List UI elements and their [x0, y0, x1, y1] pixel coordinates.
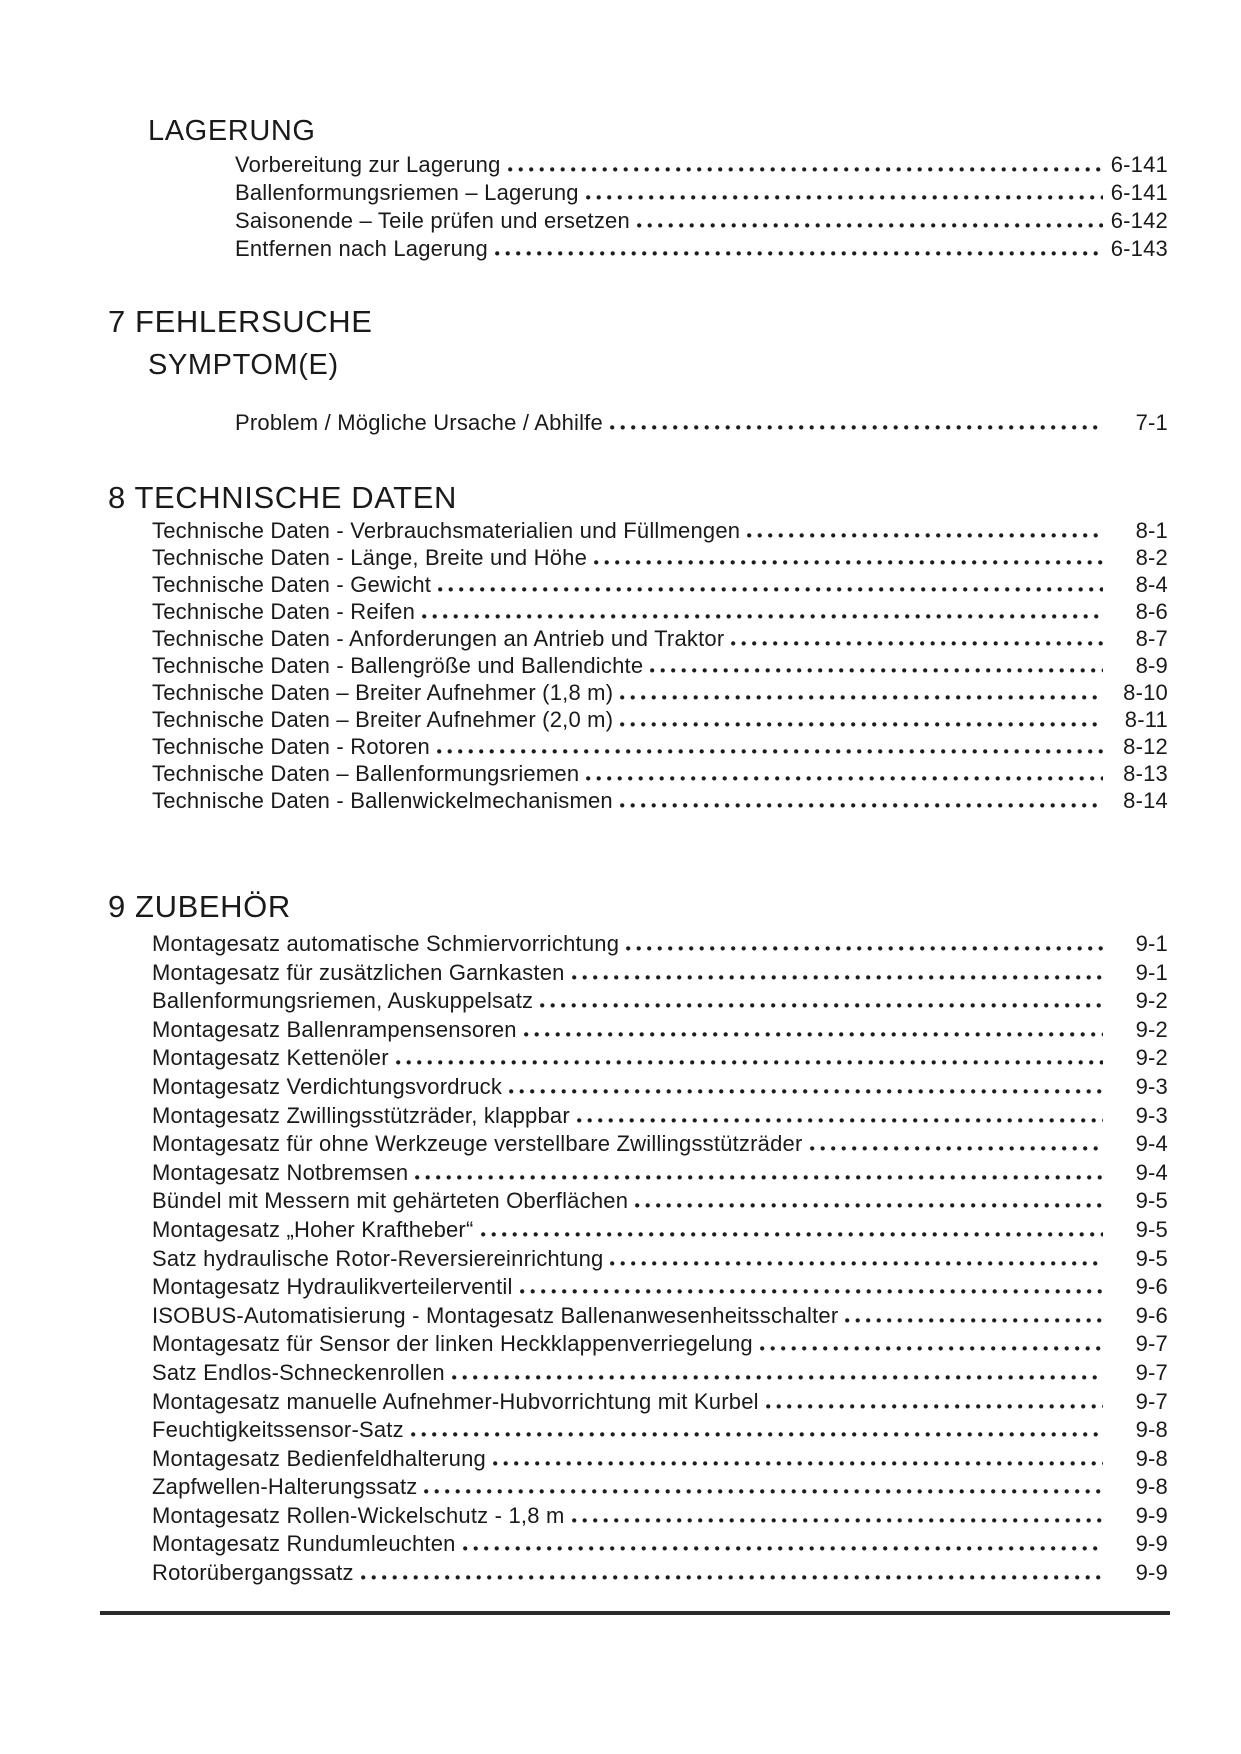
toc-entry-page: 9-7	[1135, 1359, 1168, 1385]
toc-entry-page: 9-5	[1135, 1188, 1168, 1214]
toc-entry[interactable]	[152, 1331, 1168, 1360]
toc-entry-page: 8-12	[1123, 734, 1168, 759]
toc-entry[interactable]	[152, 626, 1168, 653]
toc-entry[interactable]	[152, 1417, 1168, 1446]
toc-entry-label: Montagesatz für ohne Werkzeuge verstellbare Zwillingsstützräder	[152, 1131, 803, 1157]
toc-entry[interactable]	[152, 960, 1168, 989]
toc-entry-page: 9-2	[1135, 1045, 1168, 1071]
toc-entry[interactable]	[152, 1474, 1168, 1503]
toc-entry-label: Zapfwellen-Halterungssatz	[152, 1474, 418, 1500]
toc-entry[interactable]	[152, 1217, 1168, 1246]
toc-entry-page: 6-141	[1110, 152, 1168, 177]
toc-entry-page: 7-1	[1135, 410, 1168, 435]
toc-entry-label: Satz hydraulische Rotor-Reversiereinrichtung	[152, 1245, 604, 1271]
leader-dots	[424, 1489, 1103, 1494]
toc-entry-label: Ballenformungsriemen, Auskuppelsatz	[152, 988, 534, 1014]
toc-entry[interactable]	[235, 208, 1168, 236]
toc-entry-label: Montagesatz automatische Schmiervorrichtung	[152, 931, 620, 956]
toc-entry-label: Feuchtigkeitssensor-Satz	[152, 1417, 404, 1443]
leader-dots	[493, 1461, 1103, 1466]
toc-entry-label: Saisonende – Teile prüfen und ersetzen	[235, 208, 630, 233]
leader-dots	[620, 695, 1103, 700]
toc-entry-label: Technische Daten - Anforderungen an Antrieb und Traktor	[152, 626, 725, 651]
leader-dots	[572, 1518, 1103, 1523]
leader-dots	[766, 1404, 1103, 1409]
toc-entry-page: 8-9	[1135, 653, 1168, 678]
toc-entry[interactable]	[152, 788, 1168, 815]
toc-entry-label: Technische Daten - Ballengröße und Ballendichte	[152, 653, 644, 678]
toc-entry[interactable]	[152, 1389, 1168, 1418]
toc-entry-label: Bündel mit Messern mit gehärteten Oberflächen	[152, 1188, 629, 1214]
toc-entry[interactable]	[152, 545, 1168, 572]
leader-dots	[626, 946, 1103, 951]
toc-entry[interactable]	[152, 1360, 1168, 1389]
toc-entry[interactable]	[152, 1131, 1168, 1160]
toc-entry[interactable]	[152, 1446, 1168, 1475]
leader-dots	[650, 668, 1103, 673]
leader-dots	[845, 1318, 1103, 1323]
toc-entry-page: 9-8	[1135, 1474, 1168, 1500]
toc-entry-page: 9-7	[1135, 1388, 1168, 1414]
leader-dots	[438, 587, 1103, 592]
leader-dots	[594, 560, 1103, 565]
toc-entry-label: Rotorübergangssatz	[152, 1560, 354, 1586]
toc-entry-label: Technische Daten - Reifen	[152, 599, 416, 624]
toc-entry-page: 9-1	[1135, 931, 1168, 956]
toc-entry[interactable]	[152, 1274, 1168, 1303]
toc-entry[interactable]	[152, 931, 1168, 960]
toc-entry-label: Montagesatz Bedienfeldhalterung	[152, 1445, 486, 1471]
toc-entry-label: Montagesatz für Sensor der linken Heckklappenverriegelung	[152, 1331, 753, 1357]
toc-entry-page: 9-9	[1135, 1502, 1168, 1528]
toc-entry-label: Montagesatz Rollen-Wickelschutz - 1,8 m	[152, 1502, 565, 1528]
toc-entry[interactable]	[152, 653, 1168, 680]
toc-entry-page: 9-9	[1135, 1531, 1168, 1557]
chapter-heading: 9 ZUBEHÖR	[108, 889, 291, 924]
leader-dots	[540, 1003, 1103, 1008]
toc-entry-page: 8-14	[1123, 788, 1168, 813]
leader-dots	[760, 1346, 1103, 1351]
toc-entry-page: 6-141	[1110, 180, 1168, 205]
leader-dots	[495, 251, 1103, 256]
toc-section	[108, 302, 1168, 342]
toc-section	[108, 114, 1168, 264]
leader-dots	[508, 167, 1103, 172]
subchapter-heading: SYMPTOM(E)	[148, 349, 339, 381]
leader-dots	[620, 803, 1103, 808]
toc-entry[interactable]	[152, 988, 1168, 1017]
leader-dots	[481, 1232, 1104, 1237]
toc-entry-page: 9-3	[1135, 1102, 1168, 1128]
toc-entry-label: Technische Daten - Ballenwickelmechanismen	[152, 788, 613, 813]
toc-entry[interactable]	[235, 180, 1168, 208]
toc-section	[108, 478, 1168, 815]
leader-dots	[610, 425, 1103, 430]
footer-divider	[100, 1611, 1170, 1615]
toc-entry[interactable]	[235, 236, 1168, 264]
leader-dots	[437, 749, 1103, 754]
toc-entry-page: 9-2	[1135, 1016, 1168, 1042]
leader-dots	[637, 223, 1103, 228]
toc-entry-label: Technische Daten – Breiter Aufnehmer (1,8 m)	[152, 680, 614, 705]
toc-entry-label: Technische Daten - Rotoren	[152, 734, 430, 759]
toc-entry[interactable]	[152, 1303, 1168, 1332]
leader-dots	[635, 1203, 1103, 1208]
leader-dots	[747, 533, 1103, 538]
leader-dots	[452, 1375, 1103, 1380]
toc-entry-label: Satz Endlos-Schneckenrollen	[152, 1359, 445, 1385]
subchapter-heading: LAGERUNG	[148, 115, 316, 147]
leader-dots	[509, 1089, 1103, 1094]
toc-entry[interactable]	[152, 1246, 1168, 1275]
toc-entry-page: 8-10	[1123, 680, 1168, 705]
toc-entry-page: 9-5	[1135, 1245, 1168, 1271]
leader-dots	[520, 1289, 1103, 1294]
leader-dots	[610, 1261, 1103, 1266]
toc-entry-page: 8-4	[1135, 572, 1168, 597]
toc-entry[interactable]	[152, 1188, 1168, 1217]
toc-entry-label: ISOBUS-Automatisierung - Montagesatz Ballenanwesenheitsschalter	[152, 1302, 839, 1328]
toc-entry[interactable]	[152, 707, 1168, 734]
toc-entry-page: 9-7	[1135, 1331, 1168, 1357]
toc-entry-page: 8-1	[1135, 518, 1168, 543]
leader-dots	[361, 1575, 1103, 1580]
toc-entry-label: Montagesatz Verdichtungsvordruck	[152, 1073, 503, 1099]
toc-entry[interactable]	[152, 1503, 1168, 1532]
leader-dots	[524, 1032, 1103, 1037]
toc-entry-label: Technische Daten - Verbrauchsmaterialien und Füllmengen	[152, 518, 741, 543]
toc-entry[interactable]	[152, 1017, 1168, 1046]
toc-entry[interactable]	[152, 572, 1168, 599]
toc-entry-label: Technische Daten - Gewicht	[152, 572, 432, 597]
toc-entry-label: Montagesatz Hydraulikverteilerventil	[152, 1274, 513, 1300]
toc-entry-page: 8-11	[1124, 707, 1168, 732]
toc-entry[interactable]	[152, 1045, 1168, 1074]
toc-entry-page: 9-4	[1135, 1159, 1168, 1185]
toc-entry-page: 8-2	[1135, 545, 1168, 570]
toc-entry-label: Montagesatz Rundumleuchten	[152, 1531, 456, 1557]
toc-entry-label: Montagesatz Ballenrampensensoren	[152, 1016, 517, 1042]
leader-dots	[620, 722, 1103, 727]
toc-entry-page: 9-4	[1135, 1131, 1168, 1157]
toc-entry-label: Montagesatz für zusätzlichen Garnkasten	[152, 959, 565, 985]
toc-section	[108, 348, 1168, 438]
toc-entry-label: Montagesatz Zwillingsstützräder, klappbar	[152, 1102, 570, 1128]
toc-entry-page: 9-3	[1135, 1073, 1168, 1099]
toc-entry-label: Technische Daten - Länge, Breite und Höhe	[152, 545, 588, 570]
toc-entry[interactable]	[152, 1560, 1168, 1589]
toc-entry[interactable]	[152, 518, 1168, 545]
leader-dots	[572, 975, 1103, 980]
toc-entry-page: 8-7	[1135, 626, 1168, 651]
leader-dots	[586, 195, 1103, 200]
toc-entry-page: 9-9	[1135, 1560, 1168, 1586]
leader-dots	[411, 1432, 1103, 1437]
toc-entry[interactable]	[152, 680, 1168, 707]
toc-entry-label: Montagesatz Notbremsen	[152, 1159, 409, 1185]
toc-entry-page: 6-142	[1110, 208, 1168, 233]
toc-entry[interactable]	[235, 410, 1168, 438]
toc-entry-label: Technische Daten – Ballenformungsriemen	[152, 761, 580, 786]
toc-section	[108, 887, 1168, 1589]
toc-entry[interactable]	[152, 734, 1168, 761]
table-of-contents	[108, 114, 1168, 1589]
toc-entry-page: 8-13	[1123, 761, 1168, 786]
toc-entry[interactable]	[235, 152, 1168, 180]
toc-entry-page: 9-8	[1135, 1417, 1168, 1443]
leader-dots	[577, 1118, 1103, 1123]
toc-entry-label: Vorbereitung zur Lagerung	[235, 152, 501, 177]
toc-entry-label: Entfernen nach Lagerung	[235, 236, 488, 261]
toc-entry-label: Montagesatz manuelle Aufnehmer-Hubvorrichtung mit Kurbel	[152, 1388, 759, 1414]
toc-entry-page: 9-2	[1135, 988, 1168, 1014]
toc-entry[interactable]	[152, 1531, 1168, 1560]
toc-entry[interactable]	[152, 1103, 1168, 1132]
leader-dots	[731, 641, 1103, 646]
toc-entry-page: 6-143	[1110, 236, 1168, 261]
toc-entry[interactable]	[152, 1074, 1168, 1103]
toc-entry[interactable]	[152, 761, 1168, 788]
leader-dots	[396, 1060, 1103, 1065]
toc-entry[interactable]	[152, 1160, 1168, 1189]
toc-entry-label: Ballenformungsriemen – Lagerung	[235, 180, 579, 205]
toc-entry-page: 9-8	[1135, 1445, 1168, 1471]
leader-dots	[586, 776, 1103, 781]
toc-entry-page: 9-1	[1135, 959, 1168, 985]
toc-entry-label: Montagesatz „Hoher Kraftheber“	[152, 1216, 474, 1242]
toc-entry-page: 9-5	[1135, 1216, 1168, 1242]
toc-entry-label: Montagesatz Kettenöler	[152, 1045, 389, 1071]
toc-entry-label: Problem / Mögliche Ursache / Abhilfe	[235, 410, 603, 435]
leader-dots	[810, 1146, 1104, 1151]
chapter-heading: 8 TECHNISCHE DATEN	[108, 480, 457, 515]
toc-entry-page: 9-6	[1135, 1302, 1168, 1328]
leader-dots	[415, 1175, 1103, 1180]
leader-dots	[422, 614, 1103, 619]
toc-entry-label: Technische Daten – Breiter Aufnehmer (2,0 m)	[152, 707, 614, 732]
leader-dots	[463, 1546, 1103, 1551]
chapter-heading: 7 FEHLERSUCHE	[108, 304, 373, 339]
toc-entry[interactable]	[152, 599, 1168, 626]
toc-entry-page: 9-6	[1135, 1274, 1168, 1300]
toc-entry-page: 8-6	[1135, 599, 1168, 624]
